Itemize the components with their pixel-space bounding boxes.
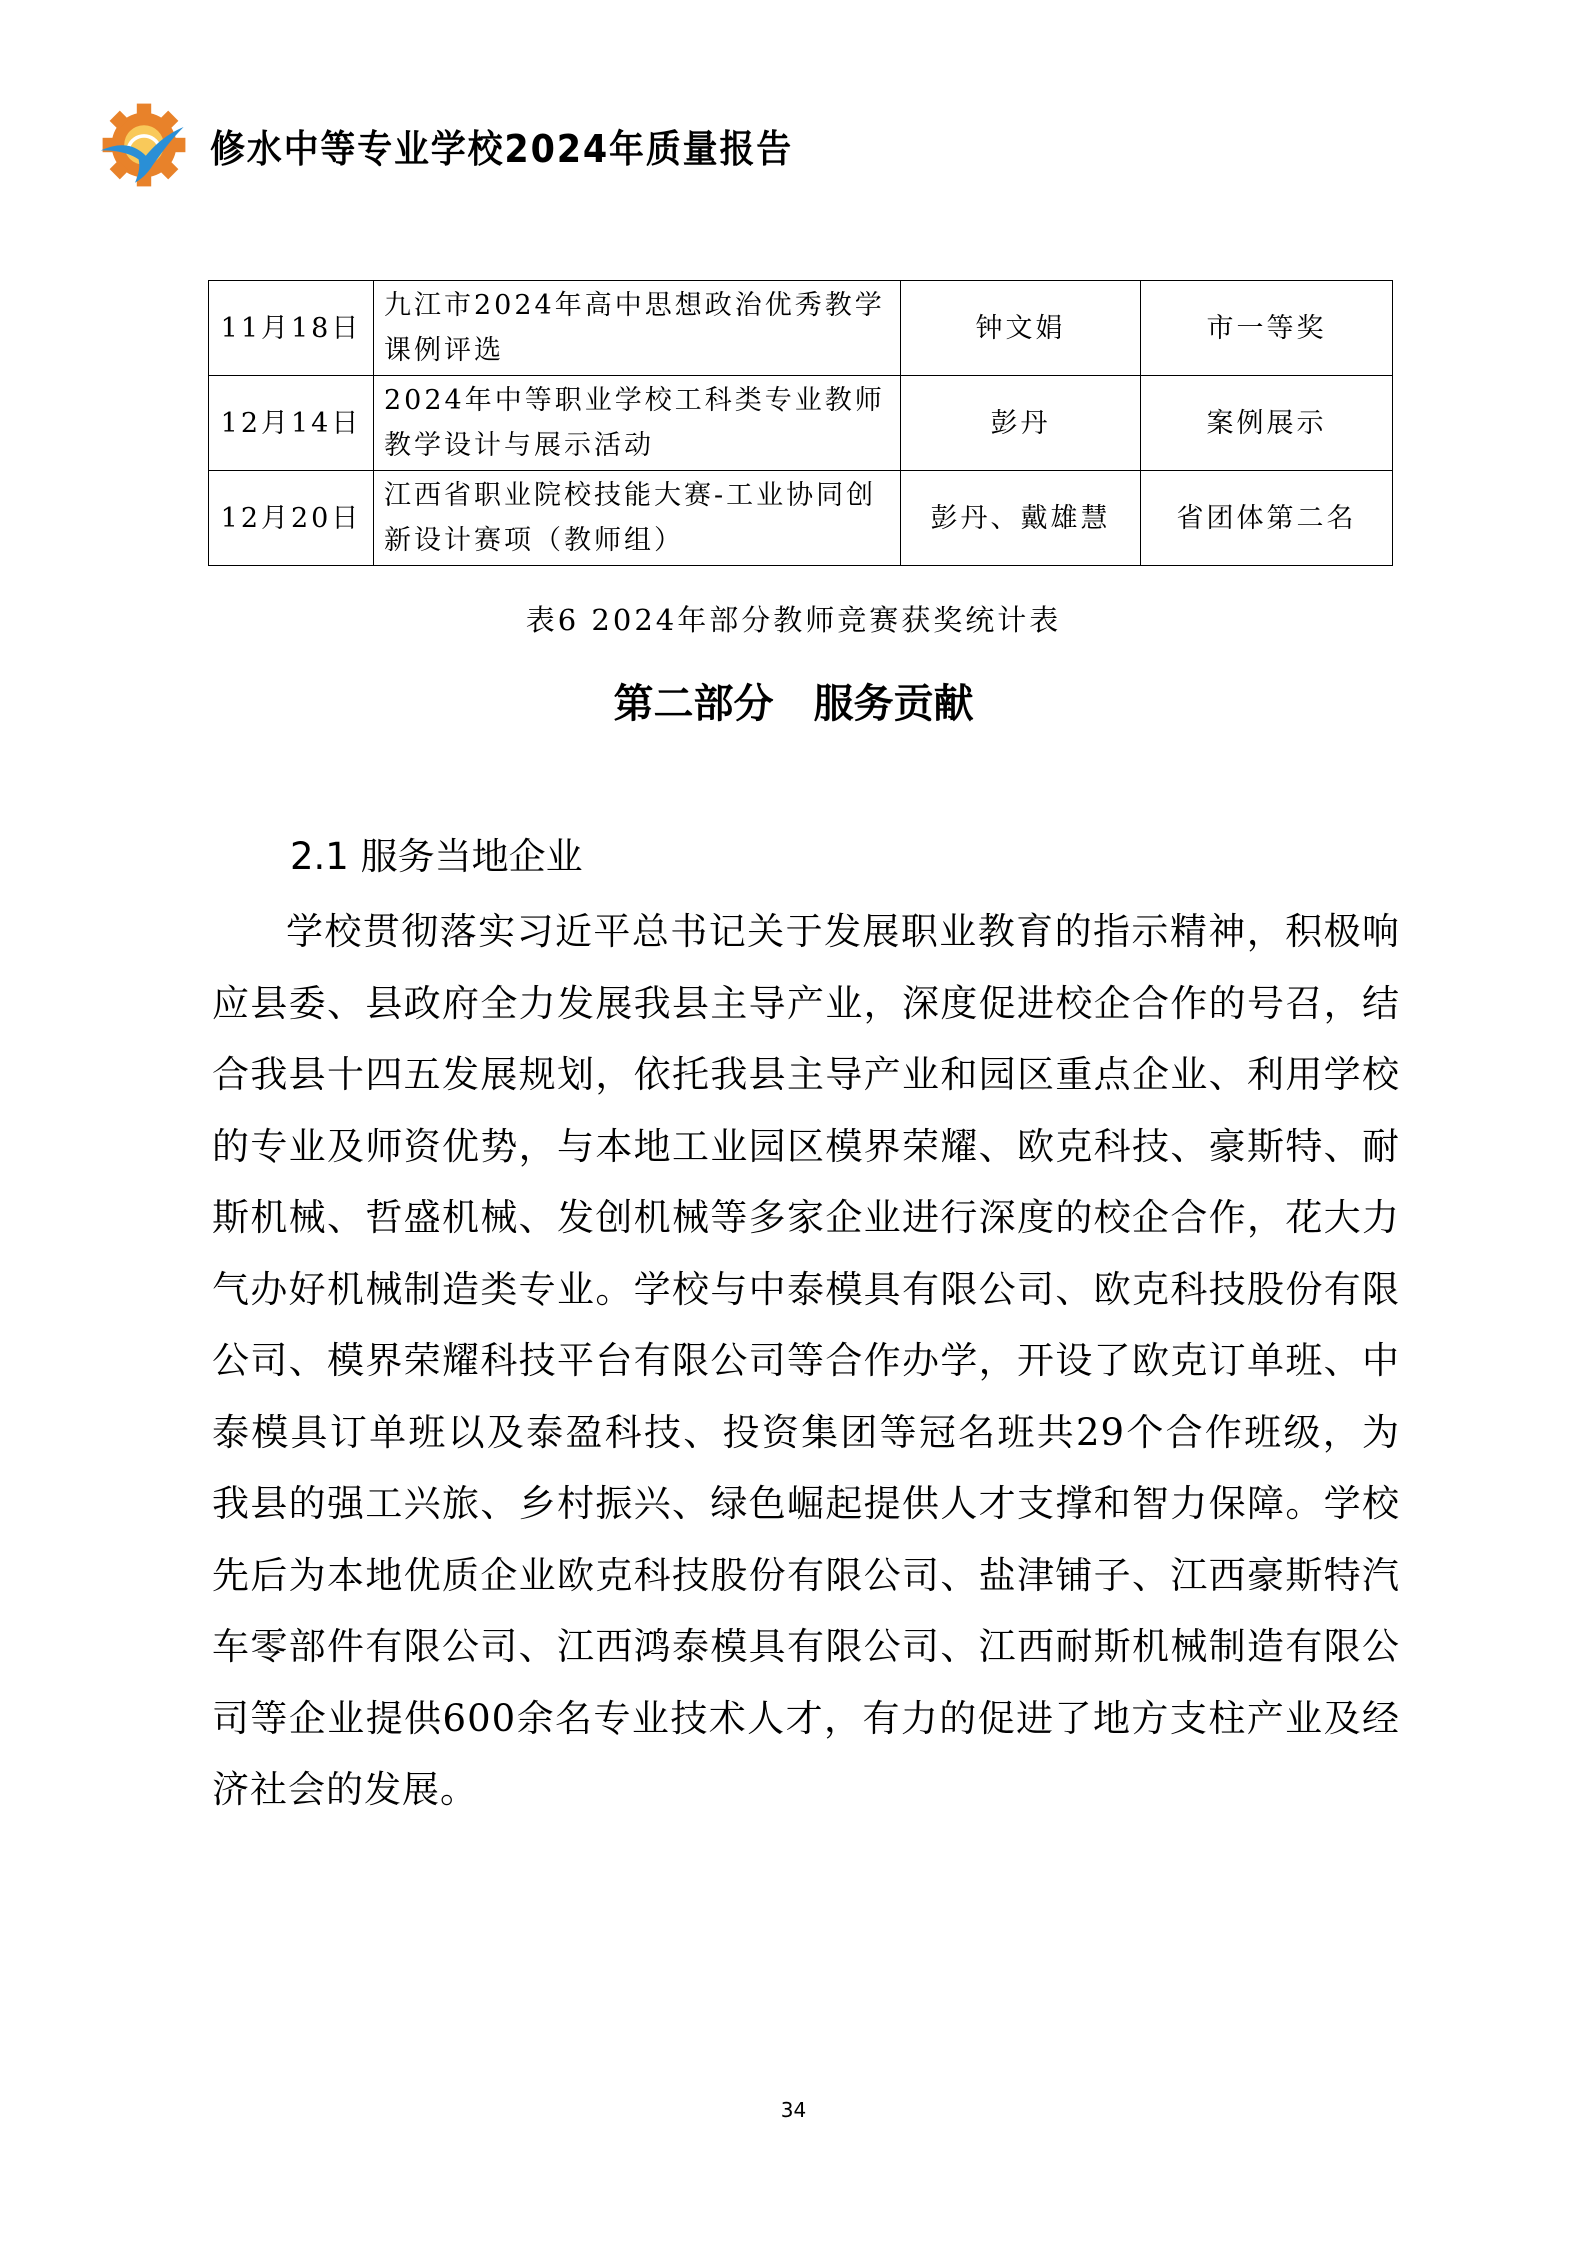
competition-name: 九江市2024年高中思想政治优秀教学课例评选 bbox=[374, 281, 901, 376]
teacher-name: 彭丹 bbox=[901, 376, 1141, 471]
table-row bbox=[209, 471, 1393, 566]
competition-name: 2024年中等职业学校工科类专业教师教学设计与展示活动 bbox=[374, 376, 901, 471]
award-date: 12月14日 bbox=[209, 376, 374, 471]
page-number: 34 bbox=[780, 2098, 807, 2122]
award-result: 市一等奖 bbox=[1141, 281, 1393, 376]
body-paragraph: 学校贯彻落实习近平总书记关于发展职业教育的指示精神，积极响应县委、县政府全力发展我县主导产业，深度促进校企合作的号召，结合我县十四五发展规划，依托我县主导产业和园区重点企业、利用学校的专业及师资优势，与本地工业园区模界荣耀、欧克科技、豪斯特、耐斯机械、哲盛机械、发创机械等多家企业进行深度的校企合作，花大力气办好机械制造类专业。学校与中泰模具有限公司、欧克科技股份有限公司、模界荣耀科技平台有限公司等合作办学，开设了欧克订单班、中泰模具订单班以及泰盈科技、投资集团等冠名班共29个合作班级，为我县的强工兴旅、乡村振兴、绿色崛起提供人才支撑和智力保障。学校先后为本地优质企业欧克科技股份有限公司、盐津铺子、江西豪斯特汽车零部件有限公司、江西鸿泰模具有限公司、江西耐斯机械制造有限公司等企业提供600余名专业技术人才，有力的促进了地方支柱产业及经济社会的发展。 bbox=[212, 910, 1400, 1811]
award-result: 省团体第二名 bbox=[1141, 471, 1393, 566]
report-title: 修水中等专业学校2024年质量报告 bbox=[210, 126, 794, 171]
part-heading: 第二部分 服务贡献 bbox=[613, 680, 974, 727]
teacher-name: 彭丹、戴雄慧 bbox=[901, 471, 1141, 566]
award-date: 12月20日 bbox=[209, 471, 374, 566]
table-row bbox=[209, 376, 1393, 471]
page-header bbox=[98, 100, 844, 190]
table-row bbox=[209, 281, 1393, 376]
section-heading: 2.1 服务当地企业 bbox=[290, 835, 583, 878]
school-logo-icon bbox=[98, 100, 190, 190]
award-date: 11月18日 bbox=[209, 281, 374, 376]
teacher-awards-table bbox=[208, 280, 1393, 566]
competition-name: 江西省职业院校技能大赛-工业协同创新设计赛项（教师组） bbox=[374, 471, 901, 566]
award-result: 案例展示 bbox=[1141, 376, 1393, 471]
teacher-name: 钟文娟 bbox=[901, 281, 1141, 376]
table-caption: 表6 2024年部分教师竞赛获奖统计表 bbox=[525, 603, 1062, 637]
